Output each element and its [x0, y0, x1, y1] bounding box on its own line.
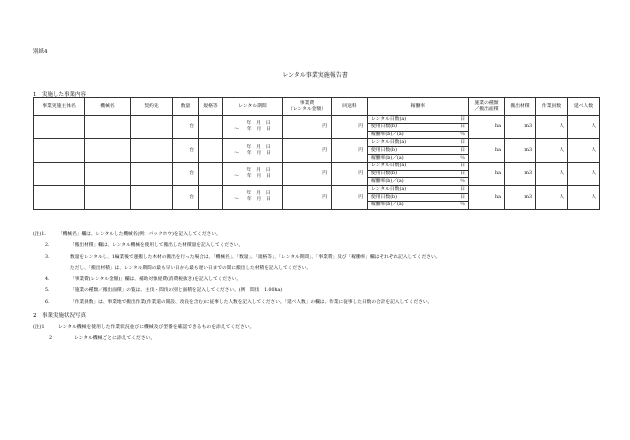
utilization-label: 使用日数(b)	[371, 171, 398, 177]
cell-persondays[interactable]: 人	[568, 116, 600, 139]
utilization-unit: 日	[460, 147, 465, 153]
utilization-label: 稼働率(b)／(a)	[371, 132, 404, 138]
cell-utilization-line[interactable]	[368, 131, 469, 139]
cell-period[interactable]	[223, 186, 283, 209]
cell-operator[interactable]	[34, 186, 85, 209]
cell-spec[interactable]	[199, 116, 223, 139]
cell-rental-fee[interactable]: 円	[332, 116, 368, 139]
table-row	[34, 139, 600, 147]
period-sep-glyph: 〜	[234, 127, 239, 133]
cell-period[interactable]	[223, 162, 283, 185]
note-number: 2.	[45, 243, 50, 249]
cell-contractor[interactable]	[131, 139, 173, 162]
cell-contractor[interactable]	[131, 116, 173, 139]
utilization-label: 使用日数(b)	[371, 124, 398, 130]
note-number: 5.	[45, 288, 50, 294]
notes-section2	[33, 322, 254, 345]
period-sep	[223, 197, 282, 203]
header-utilization: 稼働率	[368, 98, 469, 116]
cell-quantity[interactable]: 台	[173, 162, 199, 185]
section2-heading: 2 事業実施状況写真	[33, 313, 86, 319]
cell-persondays[interactable]: 人	[568, 139, 600, 162]
note-number	[33, 263, 70, 274]
note-text: 「搬出材積」欄は、レンタル機械を使用して搬出した材積量を記入してください。	[70, 243, 244, 249]
cell-workdays[interactable]: 人	[536, 162, 568, 185]
cell-machine[interactable]	[85, 116, 131, 139]
period-sep-glyph: 〜	[234, 150, 239, 156]
cell-utilization-line[interactable]	[368, 170, 469, 178]
period-end: 年 月 日	[246, 127, 271, 133]
cell-work-area[interactable]: ha	[469, 139, 505, 162]
table-row	[34, 116, 600, 124]
utilization-label: 稼働率(b)／(a)	[371, 202, 404, 208]
cell-spec[interactable]	[199, 162, 223, 185]
cell-utilization-line[interactable]	[368, 193, 469, 201]
utilization-label: レンタル日数(a)	[371, 163, 407, 169]
document-title: レンタル事業実施報告書	[282, 72, 348, 79]
cell-persondays[interactable]: 人	[568, 186, 600, 209]
cell-workdays[interactable]: 人	[536, 139, 568, 162]
cell-utilization-line[interactable]	[368, 139, 469, 147]
utilization-unit: 日	[460, 186, 465, 192]
period-start: 年 月 日	[246, 144, 271, 150]
note-text: 「機械名」欄は、レンタルした機械名(例：バックホウ)を記入してください。	[58, 232, 221, 237]
note-item	[33, 263, 613, 274]
cell-machine[interactable]	[85, 162, 131, 185]
period-start: 年 月 日	[246, 167, 271, 173]
notes-section1	[33, 229, 613, 308]
cell-quantity[interactable]: 台	[173, 116, 199, 139]
note-text: レンタル機械を使用した作業状況並びに機械及び型番を確認できるものを添えてください。	[58, 325, 255, 330]
utilization-unit: ％	[460, 132, 465, 138]
utilization-label: レンタル日数(a)	[371, 186, 407, 192]
note-text: レンタル機械ごとに添えてください。	[74, 336, 156, 342]
header-operator: 事業実施主体名	[34, 98, 85, 116]
cell-cost[interactable]: 円	[283, 139, 332, 162]
cell-cost[interactable]: 円	[283, 162, 332, 185]
period-end: 年 月 日	[246, 150, 271, 156]
note-number: 6.	[45, 299, 50, 305]
period-sep	[223, 151, 282, 157]
cell-operator[interactable]	[34, 162, 85, 185]
note-item	[33, 285, 613, 296]
cell-rental-fee[interactable]: 円	[332, 139, 368, 162]
utilization-unit: 日	[460, 116, 465, 122]
cell-rental-fee[interactable]: 円	[332, 162, 368, 185]
section1-heading: 1 実施した事業内容	[33, 92, 86, 98]
cell-volume[interactable]: m3	[505, 116, 536, 139]
cell-workdays[interactable]: 人	[536, 186, 568, 209]
cell-work-area[interactable]: ha	[469, 162, 505, 185]
utilization-label: 稼働率(b)／(a)	[371, 155, 404, 161]
utilization-label: レンタル日数(a)	[371, 116, 407, 122]
note-text: 「作業員数」は、事業地で搬出作業(作業道の開設、改良を含む)に従事した人数を記入してください。「延べ人数」の欄は、作業に従事した日数の合計を記入してください。	[70, 299, 433, 305]
note-number: (注)1	[33, 325, 45, 330]
cell-machine[interactable]	[85, 139, 131, 162]
cell-contractor[interactable]	[131, 162, 173, 185]
cell-volume[interactable]: m3	[505, 162, 536, 185]
cell-volume[interactable]: m3	[505, 139, 536, 162]
header-machine: 機械名	[85, 98, 131, 116]
cell-work-area[interactable]: ha	[469, 116, 505, 139]
cell-operator[interactable]	[34, 116, 85, 139]
note-item	[33, 229, 613, 240]
header-work-type: 施業の種類 ／搬出面積	[469, 98, 505, 116]
utilization-unit: 日	[460, 140, 465, 146]
cell-persondays[interactable]: 人	[568, 162, 600, 185]
header-spec: 規格等	[199, 98, 223, 116]
period-sep	[223, 127, 282, 133]
utilization-unit: 日	[460, 163, 465, 169]
cell-contractor[interactable]	[131, 186, 173, 209]
note-text: 数量をレンタルし、1輪業後で運搬した木材の搬出を行った場合は、「機械名」、「数量」、「規格等」、「レンタル期間」、「事業費」及び「稼働率」欄はそれぞれ記入してください。	[70, 254, 441, 260]
period-end: 年 月 日	[246, 197, 271, 203]
header-cost: 事業費 （レンタル金額）	[283, 98, 332, 116]
report-table	[33, 97, 600, 210]
period-end: 年 月 日	[246, 173, 271, 179]
header-rental-fee: 回送料	[332, 98, 368, 116]
header-quantity: 数量	[173, 98, 199, 116]
period-sep	[223, 174, 282, 180]
cell-work-area[interactable]: ha	[469, 186, 505, 209]
utilization-unit: ％	[460, 202, 465, 208]
utilization-label: 使用日数(b)	[371, 147, 398, 153]
note-item	[33, 333, 254, 344]
table-header-row	[34, 98, 600, 116]
cell-utilization-line[interactable]	[368, 186, 469, 194]
utilization-unit: ％	[460, 179, 465, 185]
table-row	[34, 186, 600, 194]
note-text: ただし、「搬出材積」は、レンタル期間の最も早い日から最も遅い日までの間に搬出した材積を記入してください。	[70, 265, 312, 271]
utilization-unit: 日	[460, 194, 465, 200]
cell-rental-fee[interactable]: 円	[332, 186, 368, 209]
header-period: レンタル期間	[223, 98, 283, 116]
cell-period[interactable]	[223, 139, 283, 162]
cell-spec[interactable]	[199, 186, 223, 209]
utilization-label: 稼働率(b)／(a)	[371, 179, 404, 185]
note-number: (注)1.	[33, 232, 46, 237]
cell-machine[interactable]	[85, 186, 131, 209]
period-start: 年 月 日	[246, 191, 271, 197]
cell-cost[interactable]: 円	[283, 116, 332, 139]
note-item	[33, 240, 613, 251]
note-text: 「施業の種類／搬出面積」の覧は、主伐・間伐の別と面積を記入してください。(例 間伐 1.00ha)	[70, 288, 283, 294]
cell-quantity[interactable]: 台	[173, 186, 199, 209]
cell-spec[interactable]	[199, 139, 223, 162]
header-volume: 搬出材積	[505, 98, 536, 116]
cell-utilization-line[interactable]	[368, 201, 469, 209]
form-id: 別紙4	[33, 49, 48, 55]
cell-utilization-line[interactable]	[368, 147, 469, 155]
cell-utilization-line[interactable]	[368, 123, 469, 131]
cell-operator[interactable]	[34, 139, 85, 162]
cell-utilization-line[interactable]	[368, 154, 469, 162]
period-start: 年 月 日	[246, 121, 271, 127]
header-contractor: 契約先	[131, 98, 173, 116]
note-item	[33, 322, 254, 333]
cell-workdays[interactable]: 人	[536, 116, 568, 139]
note-item	[33, 252, 613, 263]
utilization-unit: 日	[460, 124, 465, 130]
note-number: 2	[49, 336, 53, 342]
note-item	[33, 274, 613, 285]
period-sep-glyph: 〜	[234, 173, 239, 179]
note-number: 4.	[45, 277, 50, 283]
cell-quantity[interactable]: 台	[173, 139, 199, 162]
utilization-label: レンタル日数(a)	[371, 140, 407, 146]
cell-utilization-line[interactable]	[368, 162, 469, 170]
cell-period[interactable]	[223, 116, 283, 139]
period-sep-glyph: 〜	[234, 197, 239, 203]
utilization-label: 使用日数(b)	[371, 194, 398, 200]
note-number: 3.	[45, 254, 50, 260]
cell-cost[interactable]: 円	[283, 186, 332, 209]
cell-utilization-line[interactable]	[368, 178, 469, 186]
utilization-unit: 日	[460, 171, 465, 177]
cell-utilization-line[interactable]	[368, 116, 469, 124]
header-workdays: 作業員数	[536, 98, 568, 116]
cell-volume[interactable]: m3	[505, 186, 536, 209]
header-persondays: 延べ人数	[568, 98, 600, 116]
note-item	[33, 297, 613, 308]
table-row	[34, 162, 600, 170]
utilization-unit: ％	[460, 155, 465, 161]
note-text: 「事業費(レンタル金額)」欄は、補助対象経費(消費税抜き)を記入してください。	[70, 277, 242, 283]
